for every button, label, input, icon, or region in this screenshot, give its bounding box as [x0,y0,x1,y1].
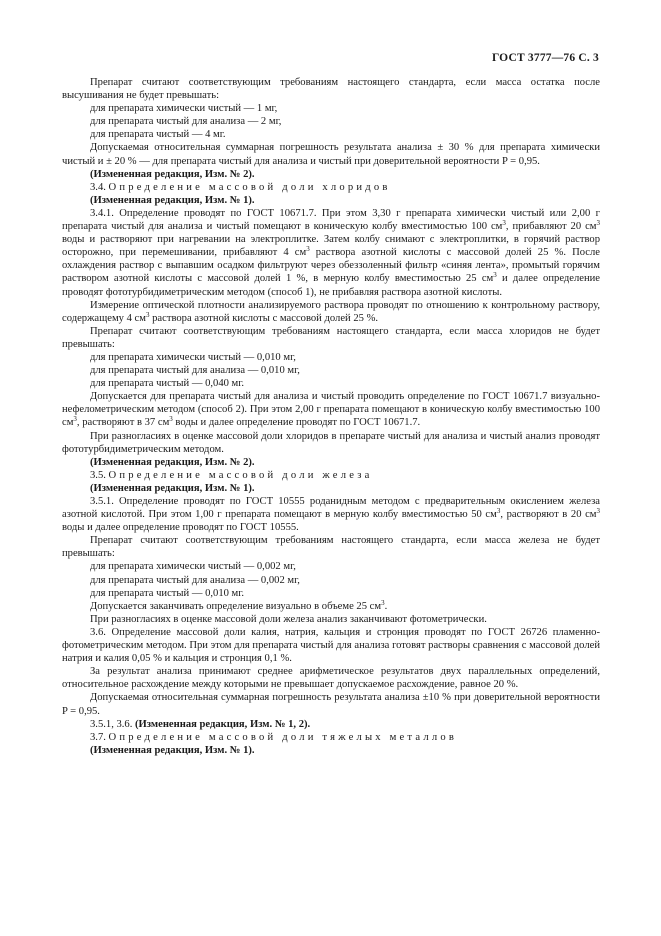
amendment-note: 3.5.1, 3.6. (Измененная редакция, Изм. № 1, 2). [90,718,311,730]
section-title: Определение массовой доли хлоридов [108,181,391,193]
document-body [62,76,600,757]
section-number: 3.7. [90,731,106,743]
section-heading-3-4 [62,181,600,194]
paragraph: Препарат считают соответствующим требованиям настоящего стандарта, если масса железа не будет превышать: [62,535,600,560]
paragraph: При разногласиях в оценке массовой доли хлоридов в препарате чистый для анализа и чистый анализ проводят фототурбидиметрическим методом. [62,430,600,455]
list-item: для препарата чистый — 4 мг. [90,129,226,141]
paragraph: Препарат считают соответствующим требованиям настоящего стандарта, если масса остатка после высушивания не будет превышать: [62,77,600,102]
paragraph: Допускается для препарата чистый для анализа и чистый проводить определение по ГОСТ 10671.7 визуально-нефелометрическим методом (способ 2). При этом 2,00 г препарата помещают в коническую колбу вместимостью 100 $см^3$, растворяют в 37 $см^3$ воды и далее определение проводят по ГОСТ 10671.7. [62,391,600,429]
list-item: для препарата чистый — 0,010 мг. [90,587,245,599]
list-item: для препарата чистый для анализа — 2 мг, [90,116,282,128]
list-item: для препарата чистый для анализа — 0,010 мг, [90,365,300,377]
list-item: для препарата химически чистый — 0,002 мг, [90,561,296,573]
paragraph: Препарат считают соответствующим требованиям настоящего стандарта, если масса хлоридов не будет превышать: [62,325,600,350]
paragraph-3-5-1: 3.5.1. Определение проводят по ГОСТ 10555 роданидным методом с предварительным окислением железа азотной кислотой. При этом 1,00 г препарата помещают в мерную колбу вместимостью 50 $см^3$, растворяют в 20 $см^3$ воды и далее определение проводят по ГОСТ 10555. [62,496,600,534]
section-heading-3-5 [62,469,600,482]
paragraph: За результат анализа принимают среднее арифметическое результатов двух параллельных определений, относительное расхождение между которыми не превышает допускаемое расхождение, равное 20 %. [62,666,600,691]
list-item: для препарата химически чистый — 1 мг, [90,103,278,115]
page-header: ГОСТ 3777—76 С. 3 [491,52,599,64]
section-title: Определение массовой доли тяжелых металлов [108,731,458,743]
section-heading-3-7 [62,731,600,744]
list-item: для препарата чистый для анализа — 0,002 мг, [90,574,300,586]
list-item: для препарата чистый — 0,040 мг. [90,378,245,390]
paragraph: Допускается заканчивать определение визуально в объеме 25 $см^3$. [90,598,388,612]
amendment-note: (Измененная редакция, Изм. № 2). [90,168,255,180]
paragraph: Допускаемая относительная суммарная погрешность результата анализа ± 30 % для препарата химически чистый и ± 20 % — для препарата чистый для анализа и чистый при доверительной вероятности P = 0,95. [62,142,600,167]
paragraph: Измерение оптической плотности анализируемого раствора проводят по отношению к контрольному раствору, содержащему 4 $см^3$ раствора азотной кислоты с массовой долей 25 %. [62,299,600,324]
amendment-note: (Измененная редакция, Изм. № 1). [90,194,255,206]
amendment-note: (Измененная редакция, Изм. № 2). [90,456,255,468]
paragraph-3-4-1: 3.4.1. Определение проводят по ГОСТ 10671.7. При этом 3,30 г препарата химически чистый или 2,00 г препарата чистый для анализа и чистый помещают в коническую колбу вместимостью 100 $см^3$, прибавляют 20 $см^3$ воды и растворяют при нагревании на электроплитке. Затем колбу снимают с электроплитки, в горячий раствор осторожно, при перемешивании, прибавляют 4 $см^3$ раствора азотной кислоты с массовой долей 25 %. После охлаждения раствор с выпавшим осадком фильтруют через обеззоленный фильтр «синяя лента», промытый горячим раствором азотной кислоты с массовой долей 1 %, в мерную колбу вместимостью 25 $см^3$ и далее определение проводят фототурбидиметрическим методом (способ 1), не прибавляя раствора азотной кислоты. [62,207,600,298]
paragraph-3-6: 3.6. Определение массовой доли калия, натрия, кальция и стронция проводят по ГОСТ 26726 пламенно-фотометрическим методом. При этом для препарата чистый для анализа готовят растворы сравнения с массовой долей натрия и калия 0,05 % и кальция и стронция 0,1 %. [62,626,600,665]
section-number: 3.4. [90,181,106,193]
section-number: 3.5. [90,469,106,481]
amendment-note: (Измененная редакция, Изм. № 1). [90,744,255,756]
section-title: Определение массовой доли железа [108,469,373,481]
paragraph: Допускаемая относительная суммарная погрешность результата анализа ±10 % при доверительной вероятности P = 0,95. [62,692,600,717]
paragraph: При разногласиях в оценке массовой доли железа анализ заканчивают фотометрически. [90,613,487,625]
amendment-note: (Измененная редакция, Изм. № 1). [90,482,255,494]
list-item: для препарата химически чистый — 0,010 мг, [90,351,296,363]
